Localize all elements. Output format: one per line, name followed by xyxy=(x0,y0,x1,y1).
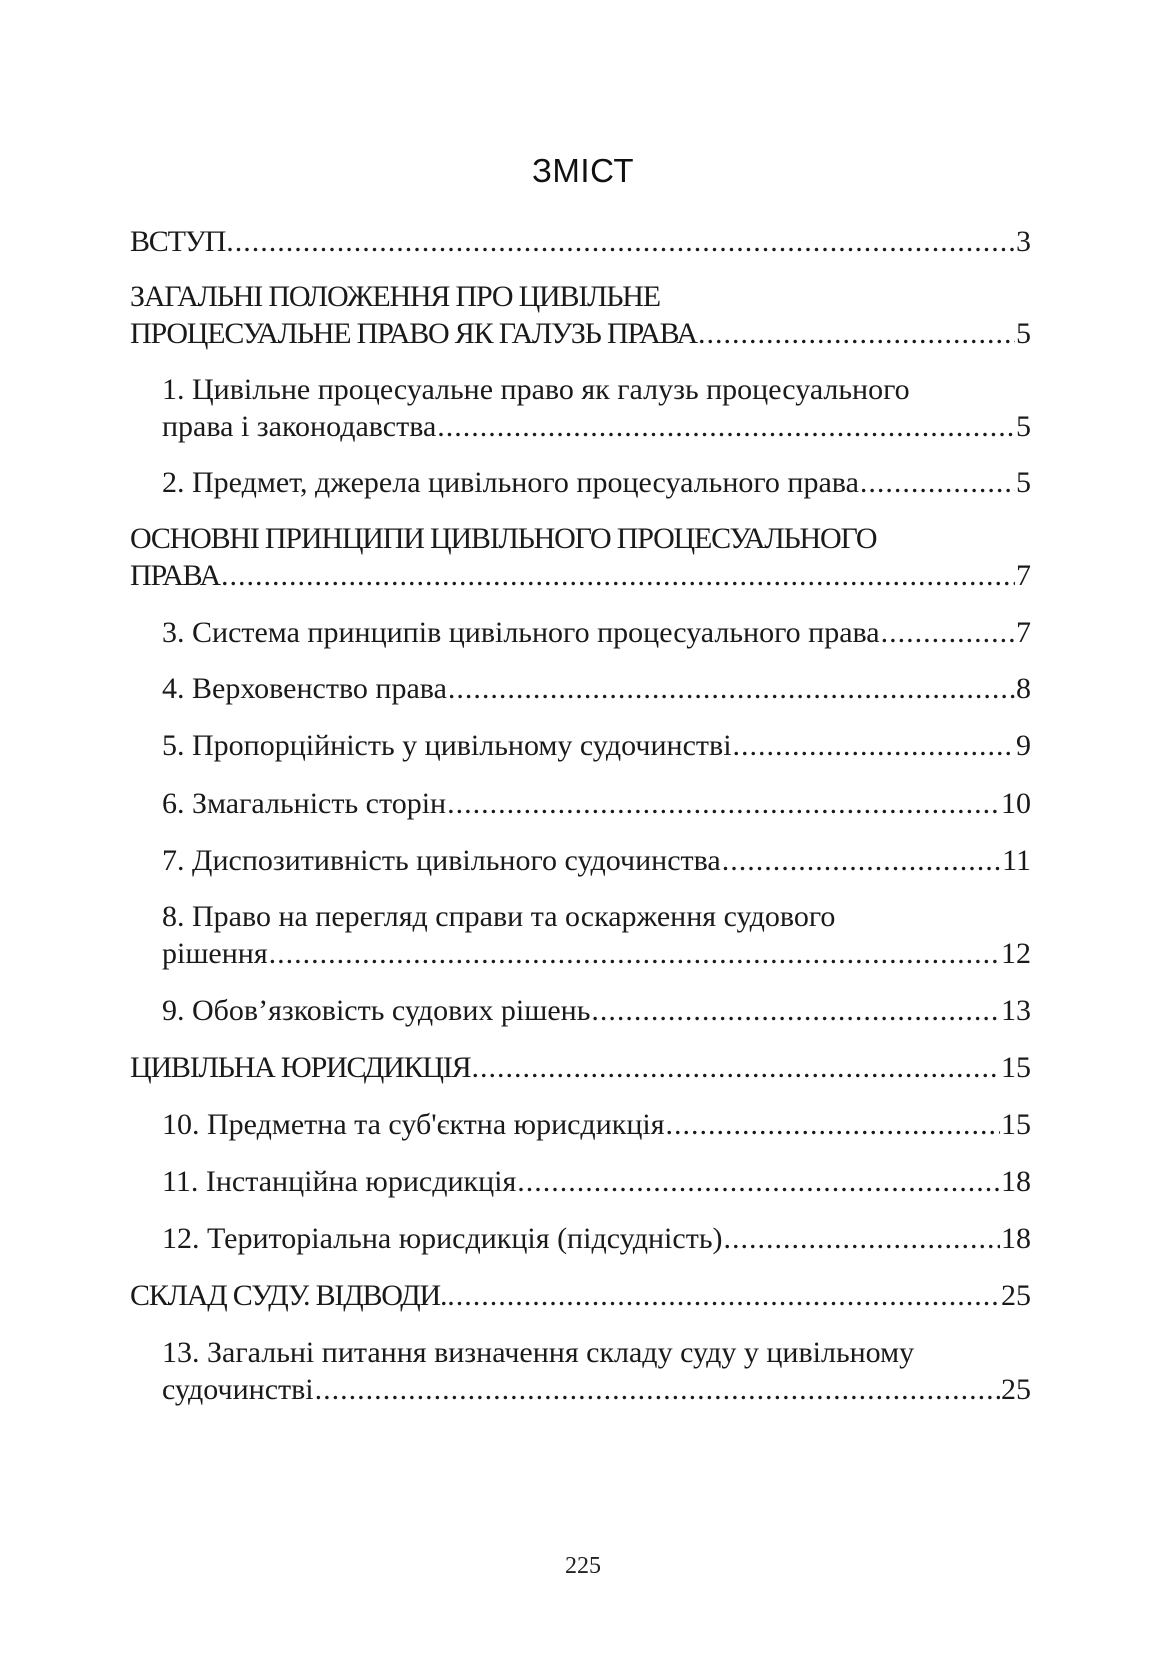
toc-entry-item-8[interactable] xyxy=(162,898,1031,972)
toc-entry-item-3[interactable] xyxy=(162,614,1031,651)
dot-leader xyxy=(517,1163,1000,1200)
toc-page-number: 11 xyxy=(1002,844,1031,877)
dot-leader xyxy=(315,1371,1000,1408)
dot-leader xyxy=(724,1220,1001,1257)
toc-page-number: 5 xyxy=(1016,466,1031,499)
toc-entry-last-line xyxy=(130,223,1031,260)
toc-entry-last-line xyxy=(162,842,1031,879)
toc-entry-title: 7. Диспозитивність цивільного судочинства xyxy=(162,844,721,877)
toc-entry-civil-jurisdiction[interactable] xyxy=(130,1049,1031,1086)
toc-entry-title: СКЛАД СУДУ. ВІДВОДИ. xyxy=(130,1279,447,1312)
toc-entry-last-line xyxy=(162,408,1031,445)
toc-entry-title: 2. Предмет, джерела цивільного процесуального права xyxy=(162,466,859,499)
page-number: 225 xyxy=(565,1553,601,1579)
toc-entry-item-13[interactable] xyxy=(162,1334,1031,1408)
toc-entry-title: 4. Верховенство права xyxy=(162,672,447,705)
toc-entry-court-composition[interactable] xyxy=(130,1277,1031,1314)
toc-entry-title: ВСТУП xyxy=(130,225,226,258)
toc-entry-last-line xyxy=(162,935,1031,972)
toc-entry-basic-principles[interactable] xyxy=(130,520,1031,594)
toc-entry-last-line xyxy=(162,464,1031,501)
dot-leader xyxy=(722,842,1001,879)
toc-entry-last-line xyxy=(162,670,1031,707)
toc-page-number: 10 xyxy=(1001,787,1031,820)
toc-entry-title: 9. Обов’язковість судових рішень xyxy=(162,994,591,1027)
toc-entry-title: 10. Предметна та суб'єктна юрисдикція xyxy=(162,1108,665,1141)
toc-entry-item-1[interactable] xyxy=(162,371,1031,445)
toc-page-number: 7 xyxy=(1016,559,1031,592)
dot-leader xyxy=(860,464,1015,501)
toc-entry-last-line xyxy=(162,1371,1031,1408)
toc-entry-last-line xyxy=(130,1049,1031,1086)
toc-entry-title-line: 13. Загальні питання визначення складу суду у цивільному xyxy=(162,1336,915,1369)
toc-entry-title-line: ОСНОВНІ ПРИНЦИПИ ЦИВІЛЬНОГО ПРОЦЕСУАЛЬНОГО xyxy=(130,522,877,555)
toc-entry-last-line xyxy=(162,1106,1031,1143)
toc-entry-intro[interactable] xyxy=(130,223,1031,260)
toc-entry-title-line: 1. Цивільне процесуальне право як галузь процесуального xyxy=(162,373,910,406)
toc-page-number: 7 xyxy=(1016,616,1031,649)
dot-leader xyxy=(666,1106,1000,1143)
toc-page-number: 8 xyxy=(1016,672,1031,705)
toc-entry-last-line xyxy=(162,992,1031,1029)
toc-page-number: 25 xyxy=(1001,1279,1031,1312)
toc-entry-last-line xyxy=(162,1163,1031,1200)
dot-leader xyxy=(226,223,1015,260)
dot-leader xyxy=(471,1049,1000,1086)
toc-entry-last-line xyxy=(130,315,1031,352)
toc-entry-title: 5. Пропорційність у цивільному судочинстві xyxy=(162,729,732,762)
toc-entry-item-10[interactable] xyxy=(162,1106,1031,1143)
dot-leader xyxy=(448,670,1015,707)
toc-entry-last-line xyxy=(130,1277,1031,1314)
toc-entry-title: 11. Інстанційна юрисдикція xyxy=(162,1165,517,1198)
toc-entry-item-4[interactable] xyxy=(162,670,1031,707)
toc-entry-last-line xyxy=(130,557,1031,594)
toc-entry-last-line xyxy=(162,785,1031,822)
toc-entry-title-line: ЗАГАЛЬНІ ПОЛОЖЕННЯ ПРО ЦИВІЛЬНЕ xyxy=(130,280,660,313)
toc-entry-item-12[interactable] xyxy=(162,1220,1031,1257)
toc-page-number: 5 xyxy=(1016,410,1031,443)
toc-entry-item-2[interactable] xyxy=(162,464,1031,501)
toc-entry-title: ПРАВА xyxy=(130,559,220,592)
toc-entry-general-provisions[interactable] xyxy=(130,278,1031,352)
toc-entry-item-5[interactable] xyxy=(162,727,1031,764)
toc-entry-title: права і законодавства xyxy=(162,410,437,443)
toc-entry-last-line xyxy=(162,1220,1031,1257)
toc-entry-title: 3. Система принципів цивільного процесуального права xyxy=(162,616,880,649)
dot-leader xyxy=(447,1277,1000,1314)
dot-leader xyxy=(447,785,1000,822)
dot-leader xyxy=(437,408,1015,445)
dot-leader xyxy=(591,992,1000,1029)
dot-leader xyxy=(698,315,1015,352)
toc-page-number: 13 xyxy=(1001,994,1031,1027)
dot-leader xyxy=(881,614,1015,651)
toc-entry-title: 6. Змагальність сторін xyxy=(162,787,447,820)
toc-entry-last-line xyxy=(162,727,1031,764)
toc-page-number: 25 xyxy=(1001,1373,1031,1406)
toc-page-number: 18 xyxy=(1001,1222,1031,1255)
toc-page-number: 18 xyxy=(1001,1165,1031,1198)
toc-page-number: 12 xyxy=(1001,937,1031,970)
toc-entry-item-7[interactable] xyxy=(162,842,1031,879)
toc-entry-title: 12. Територіальна юрисдикція (підсудність) xyxy=(162,1222,723,1255)
dot-leader xyxy=(733,727,1015,764)
toc-entry-title-line: 8. Право на перегляд справи та оскарження судового xyxy=(162,900,836,933)
toc-entry-item-11[interactable] xyxy=(162,1163,1031,1200)
toc-page-number: 3 xyxy=(1016,225,1031,258)
toc-page-number: 15 xyxy=(1001,1108,1031,1141)
toc-entry-item-6[interactable] xyxy=(162,785,1031,822)
dot-leader xyxy=(269,935,1000,972)
toc-entry-title: ЦИВІЛЬНА ЮРИСДИКЦІЯ xyxy=(130,1051,471,1084)
toc-entry-title: ПРОЦЕСУАЛЬНЕ ПРАВО ЯК ГАЛУЗЬ ПРАВА xyxy=(130,317,697,350)
toc-entry-title: рішення xyxy=(162,937,268,970)
toc-entry-last-line xyxy=(162,614,1031,651)
page-title: ЗМІСТ xyxy=(532,152,634,189)
toc-entry-title: судочинстві xyxy=(162,1373,314,1406)
toc-page-number: 9 xyxy=(1016,729,1031,762)
toc-page-number: 15 xyxy=(1001,1051,1031,1084)
dot-leader xyxy=(221,557,1015,594)
toc-entry-item-9[interactable] xyxy=(162,992,1031,1029)
toc-page-number: 5 xyxy=(1016,317,1031,350)
